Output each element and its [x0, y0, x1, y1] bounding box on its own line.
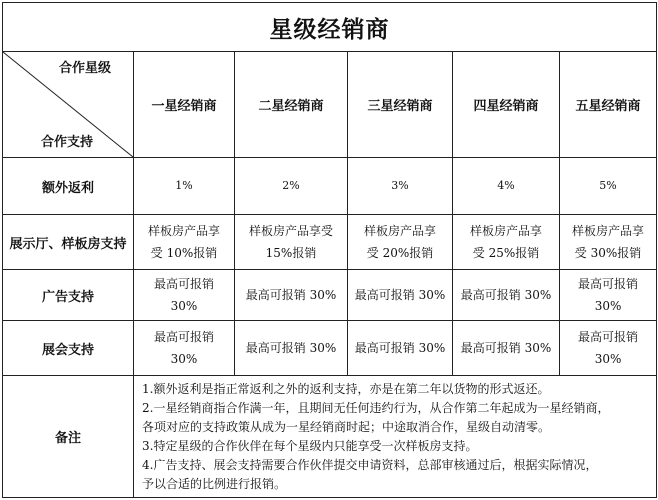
corner-top-label: 合作星级: [58, 61, 111, 76]
rebate-value-2: 2%: [235, 158, 348, 215]
row-label-rebate: 额外返利: [3, 158, 134, 215]
rebate-value-3: 3%: [348, 158, 453, 215]
ad-value-2: 最高可报销 30%: [235, 270, 348, 321]
table-title: 星级经销商: [3, 3, 657, 52]
row-label-remarks: 备注: [3, 376, 134, 498]
table-row: [3, 270, 657, 321]
row-label-advertising: 广告支持: [3, 270, 134, 321]
ad-value-1: 最高可报销 30%: [134, 270, 235, 321]
level-header-5: 五星经销商: [560, 52, 657, 158]
rebate-value-4: 4%: [453, 158, 560, 215]
level-header-4: 四星经销商: [453, 52, 560, 158]
expo-value-5: 最高可报销 30%: [560, 321, 657, 376]
remark-line-1: 1.额外返利是指正常返利之外的返利支持，亦是在第二年以货物的形式返还。: [142, 381, 550, 396]
table-row: [3, 376, 657, 498]
remark-line-3: 各项对应的支持政策从成为一星经销商时起；中途取消合作，星级自动清零。: [142, 419, 551, 434]
showroom-value-5: 样板房产品享 受 30%报销: [560, 215, 657, 270]
expo-value-1: 最高可报销 30%: [134, 321, 235, 376]
table-row: [3, 215, 657, 270]
showroom-value-2: 样板房产品享受 15%报销: [235, 215, 348, 270]
level-header-3: 三星经销商: [348, 52, 453, 158]
expo-value-4: 最高可报销 30%: [453, 321, 560, 376]
remark-line-5: 4.广告支持、展会支持需要合作伙伴提交申请资料，总部审核通过后，根据实际情况，: [142, 457, 598, 472]
remark-line-4: 3.特定星级的合作伙伴在每个星级内只能享受一次样板房支持。: [142, 438, 478, 453]
star-dealer-table: [2, 2, 657, 498]
ad-value-5: 最高可报销 30%: [560, 270, 657, 321]
ad-value-3: 最高可报销 30%: [348, 270, 453, 321]
corner-header: [3, 52, 134, 158]
row-label-showroom: 展示厅、样板房支持: [3, 215, 134, 270]
table-row: [3, 321, 657, 376]
showroom-value-1: 样板房产品享 受 10%报销: [134, 215, 235, 270]
remark-line-6: 予以合适的比例进行报销。: [142, 476, 287, 491]
level-header-1: 一星经销商: [134, 52, 235, 158]
remarks-text: [134, 376, 657, 498]
rebate-value-5: 5%: [560, 158, 657, 215]
ad-value-4: 最高可报销 30%: [453, 270, 560, 321]
rebate-value-1: 1%: [134, 158, 235, 215]
corner-bottom-label: 合作支持: [41, 135, 94, 150]
remark-line-2: 2.一星经销商指合作满一年，且期间无任何违约行为，从合作第二年起成为一星经销商，: [142, 400, 610, 415]
row-label-exhibition: 展会支持: [3, 321, 134, 376]
showroom-value-4: 样板房产品享 受 25%报销: [453, 215, 560, 270]
showroom-value-3: 样板房产品享 受 20%报销: [348, 215, 453, 270]
table-row: [3, 158, 657, 215]
expo-value-3: 最高可报销 30%: [348, 321, 453, 376]
level-header-2: 二星经销商: [235, 52, 348, 158]
expo-value-2: 最高可报销 30%: [235, 321, 348, 376]
